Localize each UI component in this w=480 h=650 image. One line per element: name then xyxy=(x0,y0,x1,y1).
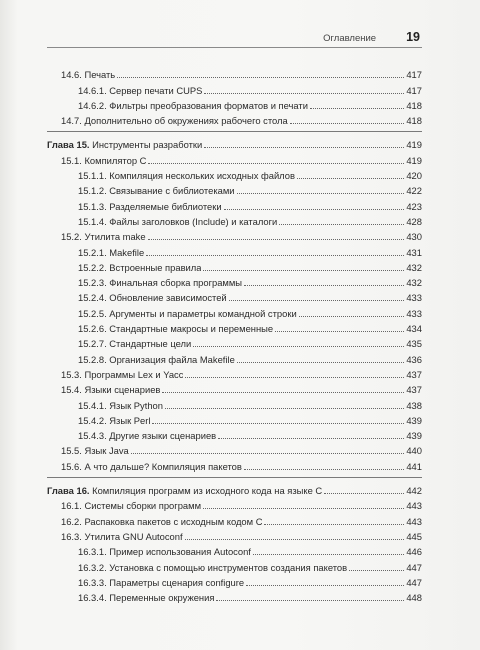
toc-entry-page: 447 xyxy=(406,576,422,588)
chapter-separator xyxy=(47,477,422,478)
toc-entry-page: 432 xyxy=(406,261,422,273)
toc-entry-title: 15.1.4. Файлы заголовков (Include) и каталоги xyxy=(78,215,278,227)
dot-leader xyxy=(165,407,404,409)
dot-leader xyxy=(146,254,404,256)
dot-leader xyxy=(193,345,404,347)
toc-entry-page: 443 xyxy=(406,500,422,512)
chapter-title: Инструменты разработки xyxy=(92,139,203,151)
dot-leader xyxy=(117,76,404,78)
dot-leader xyxy=(162,391,404,393)
dot-leader xyxy=(324,492,404,494)
toc-entry-row xyxy=(47,320,422,335)
toc-entry-row xyxy=(47,412,422,427)
toc-entry-page: 430 xyxy=(406,231,422,243)
toc-entry-title: 15.3. Программы Lex и Yacc xyxy=(61,368,184,380)
toc-entry-page: 435 xyxy=(406,338,422,350)
toc-entry-title: 15.1.1. Компиляция нескольких исходных файлов xyxy=(78,170,295,182)
toc-entry-row xyxy=(47,289,422,304)
toc-entry-title: 15.1.2. Связывание с библиотеками xyxy=(78,185,235,197)
dot-leader xyxy=(204,146,404,148)
toc-entry-page: 417 xyxy=(406,84,422,96)
toc-entry-title: 16.3.1. Пример использования Autoconf xyxy=(78,546,251,558)
dot-leader xyxy=(279,223,404,225)
toc-entry-row xyxy=(47,350,422,365)
chapter-separator xyxy=(47,131,422,132)
dot-leader xyxy=(203,507,404,509)
toc-entry-title: 15.1.3. Разделяемые библиотеки xyxy=(78,200,222,212)
toc-entry-title: 16.2. Распаковка пакетов с исходным кодом С xyxy=(61,515,263,527)
dot-leader xyxy=(310,107,404,109)
toc-entry-row xyxy=(47,457,422,472)
header-rule xyxy=(47,47,422,48)
toc-entry-row xyxy=(47,213,422,228)
dot-leader xyxy=(203,269,404,271)
dot-leader xyxy=(290,122,405,124)
toc-entry-page: 446 xyxy=(406,546,422,558)
toc-entry-page: 441 xyxy=(406,460,422,472)
toc-entry-title: 15.2.4. Обновление зависимостей xyxy=(78,292,227,304)
toc-entry-page: 445 xyxy=(406,530,422,542)
toc-entry-title: 16.3.2. Установка с помощью инструментов создания пакетов xyxy=(78,561,348,573)
toc-entry-page: 428 xyxy=(406,215,422,227)
toc-entry-row xyxy=(47,304,422,319)
dot-leader xyxy=(216,599,404,601)
dot-leader xyxy=(229,299,405,301)
dot-leader xyxy=(148,238,405,240)
toc-entry-page: 433 xyxy=(406,307,422,319)
section-title: Оглавление xyxy=(323,33,377,44)
toc-entry-title: 16.1. Системы сборки программ xyxy=(61,500,202,512)
dot-leader xyxy=(185,538,405,540)
toc-entry-title: 15.2.2. Встроенные правила xyxy=(78,261,202,273)
toc-entry-title: 15.2.6. Стандартные макросы и переменные xyxy=(78,323,274,335)
toc-entry-title: 16.3.3. Параметры сценария configure xyxy=(78,576,245,588)
toc-entry-title: 15.4.1. Язык Python xyxy=(78,399,163,411)
toc-entry-row xyxy=(47,112,422,127)
toc-entry-row xyxy=(47,81,422,96)
toc-entry-row xyxy=(47,427,422,442)
toc-entry-title: 15.4. Языки сценариев xyxy=(61,384,161,396)
toc-entry-title: 15.2.8. Организация файла Makefile xyxy=(78,353,235,365)
toc-entry-row xyxy=(47,243,422,258)
toc-entry-title: 15.2.1. Makefile xyxy=(78,246,145,258)
toc-entry-page: 442 xyxy=(406,485,422,497)
toc-entry-page: 418 xyxy=(406,115,422,127)
toc-entry-page: 436 xyxy=(406,353,422,365)
toc-entry-page: 447 xyxy=(406,561,422,573)
toc-entry-title: 15.5. Язык Java xyxy=(61,445,129,457)
toc-entry-row xyxy=(47,543,422,558)
toc-entry-title: 15.1. Компилятор С xyxy=(61,154,147,166)
table-of-contents xyxy=(47,66,422,604)
dot-leader xyxy=(218,437,404,439)
dot-leader xyxy=(148,162,404,164)
dot-leader xyxy=(152,422,404,424)
toc-entry-page: 440 xyxy=(406,445,422,457)
toc-entry-row xyxy=(47,274,422,289)
toc-entry-row xyxy=(47,589,422,604)
toc-entry-page: 434 xyxy=(406,323,422,335)
dot-leader xyxy=(264,523,404,525)
toc-entry-title: 14.6.1. Сервер печати CUPS xyxy=(78,84,203,96)
toc-entry-page: 439 xyxy=(406,414,422,426)
toc-entry-title: 15.2.7. Стандартные цели xyxy=(78,338,192,350)
dot-leader xyxy=(204,92,404,94)
toc-entry-page: 418 xyxy=(406,99,422,111)
toc-entry-page: 433 xyxy=(406,292,422,304)
toc-entry-title: 15.2. Утилита make xyxy=(61,231,146,243)
dot-leader xyxy=(237,192,405,194)
dot-leader xyxy=(297,177,404,179)
toc-entry-page: 417 xyxy=(406,69,422,81)
toc-entry-page: 420 xyxy=(406,170,422,182)
dot-leader xyxy=(224,208,405,210)
toc-entry-page: 448 xyxy=(406,592,422,604)
dot-leader xyxy=(237,361,405,363)
toc-entry-page: 443 xyxy=(406,515,422,527)
toc-entry-row xyxy=(47,381,422,396)
toc-entry-title: 15.6. А что дальше? Компиляция пакетов xyxy=(61,460,242,472)
toc-entry-row xyxy=(47,558,422,573)
toc-entry-title xyxy=(47,139,202,151)
toc-entry-row xyxy=(47,528,422,543)
toc-entry-page: 438 xyxy=(406,399,422,411)
running-head xyxy=(54,30,420,44)
toc-entry-title: 15.4.3. Другие языки сценариев xyxy=(78,430,217,442)
dot-leader xyxy=(275,330,404,332)
toc-entry-page: 431 xyxy=(406,246,422,258)
dot-leader xyxy=(185,376,404,378)
toc-entry-page: 437 xyxy=(406,384,422,396)
toc-entry-row xyxy=(47,442,422,457)
toc-entry-row xyxy=(47,182,422,197)
toc-entry-title: 15.2.5. Аргументы и параметры командной строки xyxy=(78,307,297,319)
toc-entry-title: 14.7. Дополнительно об окружениях рабочего стола xyxy=(61,115,288,127)
dot-leader xyxy=(299,315,405,317)
toc-entry-row xyxy=(47,335,422,350)
toc-entry-page: 432 xyxy=(406,277,422,289)
toc-entry-page: 422 xyxy=(406,185,422,197)
page-number: 19 xyxy=(406,30,420,44)
toc-entry-page: 419 xyxy=(406,139,422,151)
toc-entry-page: 437 xyxy=(406,368,422,380)
toc-entry-title xyxy=(47,485,322,497)
toc-entry-title: 15.2.3. Финальная сборка программы xyxy=(78,277,243,289)
toc-entry-row xyxy=(47,97,422,112)
toc-entry-row xyxy=(47,228,422,243)
toc-entry-row xyxy=(47,167,422,182)
toc-entry-title: 16.3.4. Переменные окружения xyxy=(78,592,215,604)
toc-chapter-row xyxy=(47,136,422,151)
dot-leader xyxy=(244,284,404,286)
toc-chapter-row xyxy=(47,482,422,497)
chapter-title: Компиляция программ из исходного кода на языке С xyxy=(92,485,323,497)
toc-entry-row xyxy=(47,396,422,411)
toc-entry-row xyxy=(47,574,422,589)
toc-entry-page: 419 xyxy=(406,154,422,166)
toc-entry-row xyxy=(47,512,422,527)
toc-entry-row xyxy=(47,66,422,81)
toc-entry-row xyxy=(47,151,422,166)
toc-entry-row xyxy=(47,259,422,274)
toc-entry-page: 439 xyxy=(406,430,422,442)
toc-entry-title: 15.4.2. Язык Perl xyxy=(78,414,151,426)
toc-entry-row xyxy=(47,497,422,512)
dot-leader xyxy=(131,452,405,454)
toc-entry-title: 16.3. Утилита GNU Autoconf xyxy=(61,530,183,542)
toc-entry-page: 423 xyxy=(406,200,422,212)
toc-entry-row xyxy=(47,366,422,381)
dot-leader xyxy=(244,468,404,470)
dot-leader xyxy=(246,584,404,586)
dot-leader xyxy=(349,569,404,571)
chapter-label: Глава 16. xyxy=(47,485,90,497)
dot-leader xyxy=(253,553,404,555)
toc-entry-title: 14.6.2. Фильтры преобразования форматов и печати xyxy=(78,99,308,111)
chapter-label: Глава 15. xyxy=(47,139,90,151)
toc-entry-title: 14.6. Печать xyxy=(61,69,116,81)
toc-entry-row xyxy=(47,197,422,212)
